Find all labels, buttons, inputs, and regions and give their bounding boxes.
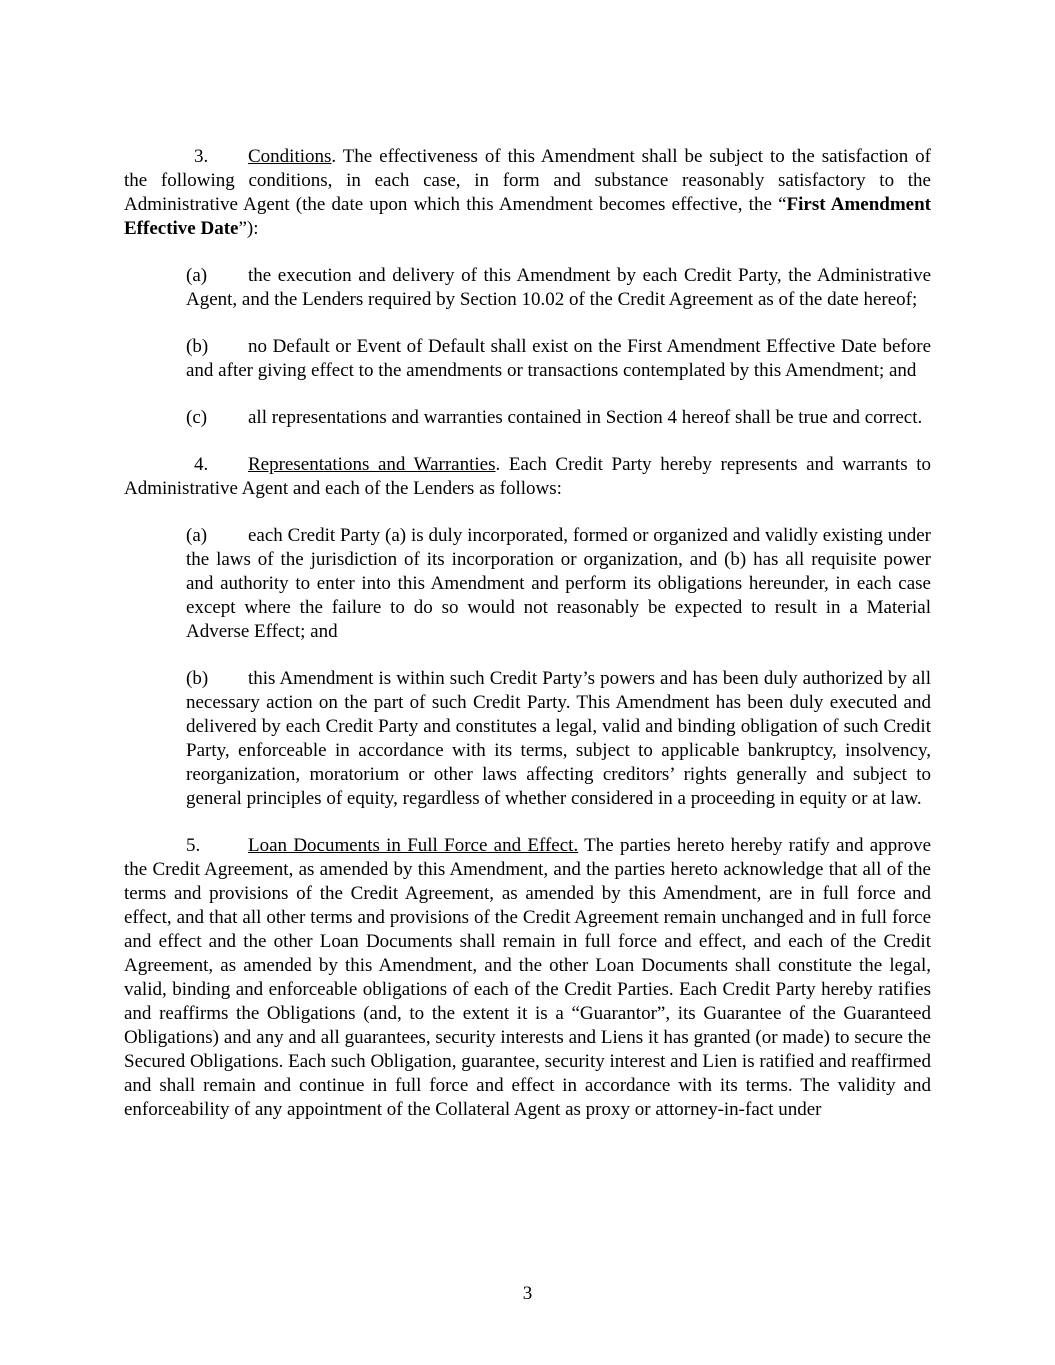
section-3-text: . The effectiveness of this Amendment shall be subject to the satisfaction of the following conditions, in each case, in form and substance reasonably satisfactory to the Administrative Agent (the date upon which this Amendment becomes effective, the “ [124,146,931,215]
section-4-paragraph [124,453,931,501]
item-label: (a) [186,525,208,546]
section-3-paragraph [124,145,931,241]
section-4-item-a [186,524,931,644]
section-5-text: The parties hereto hereby ratify and approve the Credit Agreement, as amended by this Amendment, and the parties hereto acknowledge that all of the terms and provisions of the Credit Agreement, as amended by this Amendment, are in full force and effect, and that all other terms and provisions of the Credit Agreement remain unchanged and in full force and effect and the other Loan Documents shall remain in full force and effect, and each of the Credit Agreement, as amended by this Amendment, and the other Loan Documents shall constitute the legal, valid, binding and enforceable obligations of each of the Credit Parties. Each Credit Party hereby ratifies and reaffirms the Obligations (and, to the extent it is a “Guarantor”, its Guarantee of the Guaranteed Obligations) and any and all guarantees, security interests and Liens it has granted (or made) to secure the Secured Obligations. Each such Obligation, guarantee, security interest and Lien is ratified and reaffirmed and shall remain and continue in full force and effect in accordance with its terms. The validity and enforceability of any appointment of the Collateral Agent as proxy or attorney-in-fact under [124,835,931,1120]
item-text: all representations and warranties contained in Section 4 hereof shall be true and correct. [248,407,923,428]
page-number: 3 [522,1283,533,1304]
section-3-defined-term: First Amendment Effective Date [124,194,931,239]
section-5-heading: Loan Documents in Full Force and Effect. [248,835,579,856]
section-3-item-b [186,335,931,383]
item-label: (c) [186,407,208,428]
item-text: no Default or Event of Default shall exist on the First Amendment Effective Date before and after giving effect to the amendments or transactions contemplated by this Amendment; and [186,336,931,381]
section-3-item-c [186,406,931,430]
item-label: (b) [186,336,209,357]
section-4-heading: Representations and Warranties [248,454,496,475]
document-page [124,145,931,1122]
item-text: this Amendment is within such Credit Party’s powers and has been duly authorized by all necessary action on the part of such Credit Party. This Amendment has been duly executed and delivered by each Credit Party and constitutes a legal, valid and binding obligation of such Credit Party, enforceable in accordance with its terms, subject to applicable bankruptcy, insolvency, reorganization, moratorium or other laws affecting creditors’ rights generally and subject to general principles of equity, regardless of whether considered in a proceeding in equity or at law. [186,668,931,809]
section-4-number: 4. [194,454,209,475]
item-text: the execution and delivery of this Amendment by each Credit Party, the Administrative Agent, and the Lenders required by Section 10.02 of the Credit Agreement as of the date hereof; [186,265,931,310]
section-3-item-a [186,264,931,312]
item-label: (b) [186,668,209,689]
section-3-heading: Conditions [248,146,332,167]
item-text: each Credit Party (a) is duly incorporated, formed or organized and validly existing under the laws of the jurisdiction of its incorporation or organization, and (b) has all requisite power and authority to enter into this Amendment and perform its obligations hereunder, in each case except where the failure to do so would not reasonably be expected to result in a Material Adverse Effect; and [186,525,931,642]
section-5-number: 5. [186,835,201,856]
section-4-text: . Each Credit Party hereby represents and warrants to Administrative Agent and each of the Lenders as follows: [124,454,931,499]
section-4-item-b [186,667,931,811]
item-label: (a) [186,265,208,286]
section-5-paragraph [124,834,931,1122]
section-3-text-end: ”): [238,218,259,239]
section-3-number: 3. [194,146,209,167]
